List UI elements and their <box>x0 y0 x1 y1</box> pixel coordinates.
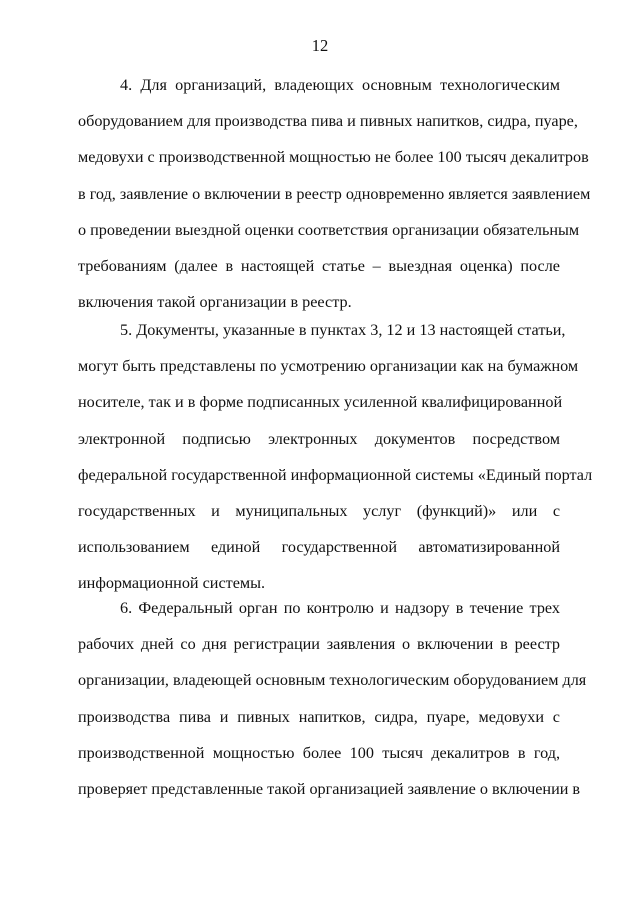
text-line: в год, заявление о включении в реестр одновременно является заявлением <box>78 184 591 203</box>
paragraph-5 <box>78 312 593 602</box>
text-line: медовухи с производственной мощностью не более 100 тысяч декалитров <box>78 148 589 167</box>
text-line: государственных и муниципальных услуг (функций)» или с <box>78 501 560 520</box>
page-number: 12 <box>311 36 329 55</box>
paragraph-6 <box>78 590 587 807</box>
text-line: включения такой организации в реестр. <box>78 293 352 312</box>
text-line: рабочих дней со дня регистрации заявления о включении в реестр <box>78 635 560 654</box>
text-line: носителе, так и в форме подписанных усиленной квалифицированной <box>78 393 563 412</box>
text-line: проверяет представленные такой организацией заявление о включении в <box>78 779 581 798</box>
text-line: оборудованием для производства пива и пивных напитков, сидра, пуаре, <box>78 112 578 131</box>
text-line: федеральной государственной информационной системы «Единый портал <box>78 465 593 484</box>
text-line: производственной мощностью более 100 тысяч декалитров в год, <box>78 743 560 762</box>
text-line: использованием единой государственной автоматизированной <box>78 538 560 557</box>
text-line: о проведении выездной оценки соответствия организации обязательным <box>78 220 580 239</box>
text-line: электронной подписью электронных документов посредством <box>78 429 560 448</box>
text-line: могут быть представлены по усмотрению организации как на бумажном <box>78 357 579 376</box>
text-line: информационной системы. <box>78 574 266 593</box>
text-line: требованиям (далее в настоящей статье – выездная оценка) после <box>78 256 560 275</box>
text-line: 6. Федеральный орган по контролю и надзору в течение трех <box>120 599 560 617</box>
paragraph-4 <box>78 67 591 320</box>
text-line: производства пива и пивных напитков, сидра, пуаре, медовухи с <box>78 707 560 726</box>
text-line: 5. Документы, указанные в пунктах 3, 12 и 13 настоящей статьи, <box>120 321 566 339</box>
text-line: 4. Для организаций, владеющих основным технологическим <box>120 76 560 94</box>
text-line: организации, владеющей основным технологическим оборудованием для <box>78 671 587 690</box>
